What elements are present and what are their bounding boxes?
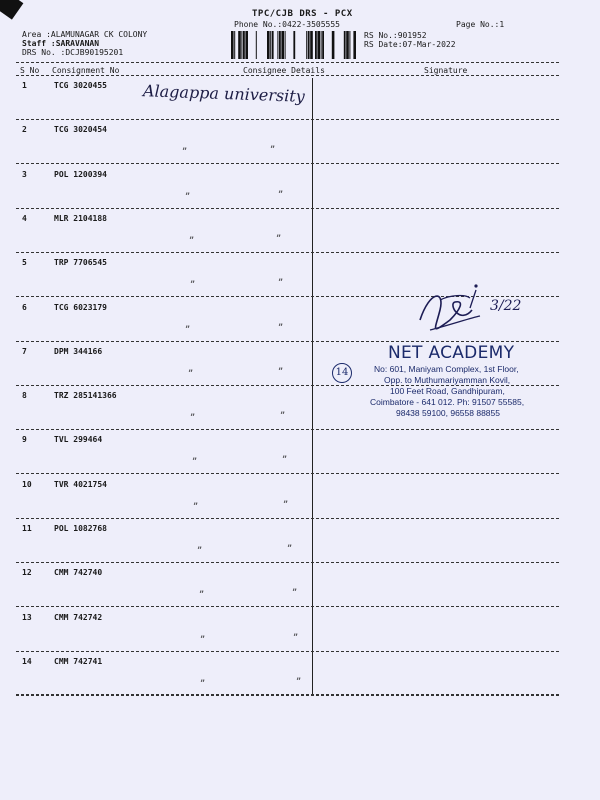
row-consignment-no: TVR 4021754 [54,479,107,489]
row-divider [16,518,559,519]
row-divider [16,208,559,209]
ditto-mark: ” [185,191,192,203]
area-label: Area :ALAMUNAGAR CK COLONY [22,30,148,39]
table-bottom-divider [16,694,559,695]
stamp-company-name: NET ACADEMY [388,343,515,363]
ditto-mark: ” [276,233,283,245]
ditto-mark: ” [182,147,189,159]
ditto-mark: ” [293,632,300,644]
drs-number: DRS No. :DCJB90195201 [22,48,124,57]
ditto-mark: ” [270,145,277,157]
row-divider [16,473,559,474]
row-consignment-no: TVL 299464 [54,435,103,445]
ditto-mark: ” [188,368,195,380]
page-number: Page No.:1 [456,20,505,29]
ditto-mark: ” [282,455,289,467]
row-consignment-no: CMM 742742 [54,612,103,622]
row-consignment-no: POL 1200394 [54,169,107,179]
column-header-consignment: Consignment No [52,66,120,75]
header-divider-bottom [16,75,559,76]
row-sno: 2 [22,125,27,135]
ditto-mark: ” [200,678,207,690]
column-header-consignee: Consignee Details [243,66,325,75]
row-consignment-no: TCG 6023179 [54,302,107,312]
row-consignment-no: TCG 3020454 [54,125,107,135]
row-consignment-no: CMM 742740 [54,568,103,578]
ditto-mark: ” [292,588,299,600]
ditto-mark: ” [190,413,197,425]
ditto-mark: ” [296,676,303,688]
scan-corner-mark [0,0,23,20]
row-consignment-no: TRP 7706545 [54,258,107,268]
row-divider [16,562,559,563]
header-divider-top [16,62,559,63]
handwritten-signature [410,280,530,340]
ditto-mark: ” [185,324,192,336]
row-divider [16,651,559,652]
row-consignment-no: DPM 344166 [54,346,103,356]
ditto-mark: ” [278,366,285,378]
row-sno: 12 [22,568,32,578]
document-title: TPC/CJB DRS - PCX [252,9,353,19]
phone-number: Phone No.:0422-3505555 [234,20,340,29]
row-sno: 4 [22,213,27,223]
ditto-mark: ” [200,634,207,646]
column-header-sno: S No [20,66,40,75]
column-header-signature: Signature [424,66,468,75]
row-consignment-no: POL 1082768 [54,524,107,533]
row-sno: 9 [22,435,27,445]
barcode [231,31,357,59]
stamp-address-line-1: No: 601, Maniyam Complex, 1st Floor, [374,364,519,374]
row-divider [16,695,559,696]
stamp-address-line-2: Opp. to Muthumariyamman Kovil, [384,375,511,385]
ditto-mark: ” [287,544,294,555]
ditto-mark: ” [197,546,204,557]
ditto-mark: ” [278,189,285,201]
row-sno: 6 [22,302,27,312]
row-divider [16,606,559,607]
row-sno: 3 [22,169,27,179]
ditto-mark: ” [190,280,197,292]
rs-date: RS Date:07-Mar-2022 [364,40,456,49]
row-divider [16,119,559,120]
column-divider [312,78,313,695]
row-consignment-no: CMM 742741 [54,656,103,666]
handwritten-consignee: Alagappa university [142,81,306,106]
row-consignment-no: MLR 2104188 [54,213,107,223]
row-sno: 7 [22,346,27,356]
row-sno: 11 [22,524,32,533]
row-sno: 10 [22,479,32,489]
row-sno: 14 [22,656,32,666]
ditto-mark: ” [193,501,200,513]
row-sno: 1 [22,81,27,90]
ditto-mark: ” [278,278,285,290]
ditto-mark: ” [280,411,287,423]
staff-label: Staff :SARAVANAN [22,39,100,48]
ditto-mark: ” [199,590,206,602]
rs-number: RS No.:901952 [364,31,427,40]
ditto-mark: ” [192,457,199,469]
ditto-mark: ” [283,499,290,511]
row-divider [16,252,559,253]
company-stamp [330,340,570,430]
stamp-address-line-4: Coimbatore - 641 012. Ph: 91507 55585, [370,397,525,407]
row-sno: 8 [22,391,27,401]
signature-date: 3/22 [490,298,522,314]
ditto-mark: ” [189,235,196,247]
stamp-address-line-3: 100 Feet Road, Gandhipuram, [390,386,505,396]
row-sno: 5 [22,258,27,268]
stamp-address-line-5: 98438 59100, 96558 88855 [396,408,500,418]
row-sno: 13 [22,612,32,622]
stamp-count: 14 [332,363,352,383]
ditto-mark: ” [278,322,285,334]
row-divider [16,163,559,164]
row-consignment-no: TRZ 285141366 [54,391,117,401]
row-consignment-no: TCG 3020455 [54,81,107,90]
